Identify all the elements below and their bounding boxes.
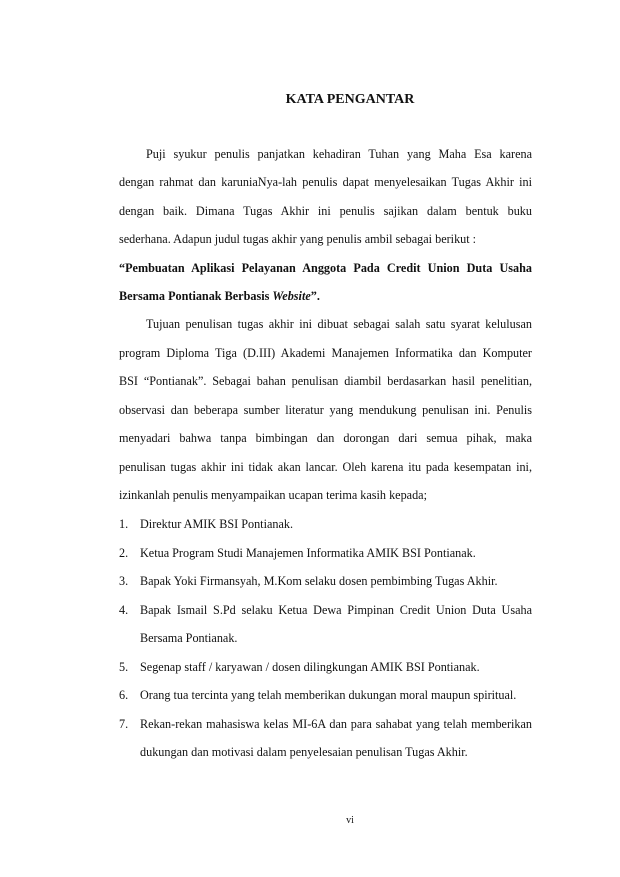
list-item-number: 7.: [119, 717, 129, 731]
list-item-text: Segenap staff / karyawan / dosen dilingkungan AMIK BSI Pontianak.: [140, 660, 480, 674]
page-title: KATA PENGANTAR: [285, 92, 415, 107]
paragraph-2-line-4: observasi dan beberapa sumber literatur yang mendukung penulisan ini. Penulis: [119, 403, 532, 417]
list-item-text: Bapak Ismail S.Pd selaku Ketua Dewa Pimpinan Credit Union Duta Usaha: [140, 603, 532, 617]
thesis-title-closing: ”.: [310, 289, 320, 303]
thesis-title-line-2: [119, 288, 532, 304]
list-item-continuation: [119, 630, 532, 646]
list-item-text: dukungan dan motivasi dalam penyelesaian penulisan Tugas Akhir.: [140, 745, 468, 759]
list-item-text: Direktur AMIK BSI Pontianak.: [140, 517, 294, 531]
thesis-title-website: Website: [272, 289, 311, 303]
paragraph-1-line-1: Puji syukur penulis panjatkan kehadiran Tuhan yang Maha Esa karena: [146, 147, 532, 161]
list-item-text: Ketua Program Studi Manajemen Informatika AMIK BSI Pontianak.: [140, 546, 476, 560]
list-item: [119, 659, 532, 675]
list-item: [119, 716, 532, 732]
paragraph-2-line-5: menyadari bahwa tanpa bimbingan dan dorongan dari semua pihak, maka: [119, 431, 532, 445]
list-item: [119, 516, 532, 532]
list-item-number: 6.: [119, 688, 129, 702]
list-item: [119, 545, 532, 561]
list-item-continuation: [119, 744, 532, 760]
paragraph-2-line-7: izinkanlah penulis menyampaikan ucapan terima kasih kepada;: [119, 488, 427, 502]
paragraph-2-line-6: penulisan tugas akhir ini tidak akan lancar. Oleh karena itu pada kesempatan ini,: [119, 460, 532, 474]
list-item-number: 5.: [119, 660, 129, 674]
list-item-text: Bersama Pontianak.: [140, 631, 238, 645]
list-item-number: 4.: [119, 603, 129, 617]
page-number: vi: [346, 815, 354, 826]
thesis-title-line-2-text: Bersama Pontianak Berbasis: [119, 289, 273, 303]
paragraph-2-line-2: program Diploma Tiga (D.III) Akademi Manajemen Informatika dan Komputer: [119, 346, 532, 360]
list-item: [119, 602, 532, 618]
paragraph-1-line-4: sederhana. Adapun judul tugas akhir yang penulis ambil sebagai berikut :: [119, 232, 477, 246]
list-item-text: Bapak Yoki Firmansyah, M.Kom selaku dosen pembimbing Tugas Akhir.: [140, 574, 498, 588]
paragraph-2-line-1: Tujuan penulisan tugas akhir ini dibuat sebagai salah satu syarat kelulusan: [146, 317, 532, 331]
list-item-text: Orang tua tercinta yang telah memberikan dukungan moral maupun spiritual.: [140, 688, 517, 702]
list-item: [119, 573, 532, 589]
list-item: [119, 687, 532, 703]
paragraph-1-line-2: dengan rahmat dan karuniaNya-lah penulis dapat menyelesaikan Tugas Akhir ini: [119, 175, 532, 189]
list-item-number: 3.: [119, 574, 129, 588]
paragraph-2-line-3: BSI “Pontianak”. Sebagai bahan penulisan diambil berdasarkan hasil penelitian,: [119, 374, 532, 388]
list-item-text: Rekan-rekan mahasiswa kelas MI-6A dan para sahabat yang telah memberikan: [140, 717, 532, 731]
paragraph-1-line-3: dengan baik. Dimana Tugas Akhir ini penulis sajikan dalam bentuk buku: [119, 204, 532, 218]
list-item-number: 1.: [119, 517, 129, 531]
list-item-number: 2.: [119, 546, 129, 560]
thesis-title-line-1: “Pembuatan Aplikasi Pelayanan Anggota Pada Credit Union Duta Usaha: [119, 261, 532, 275]
